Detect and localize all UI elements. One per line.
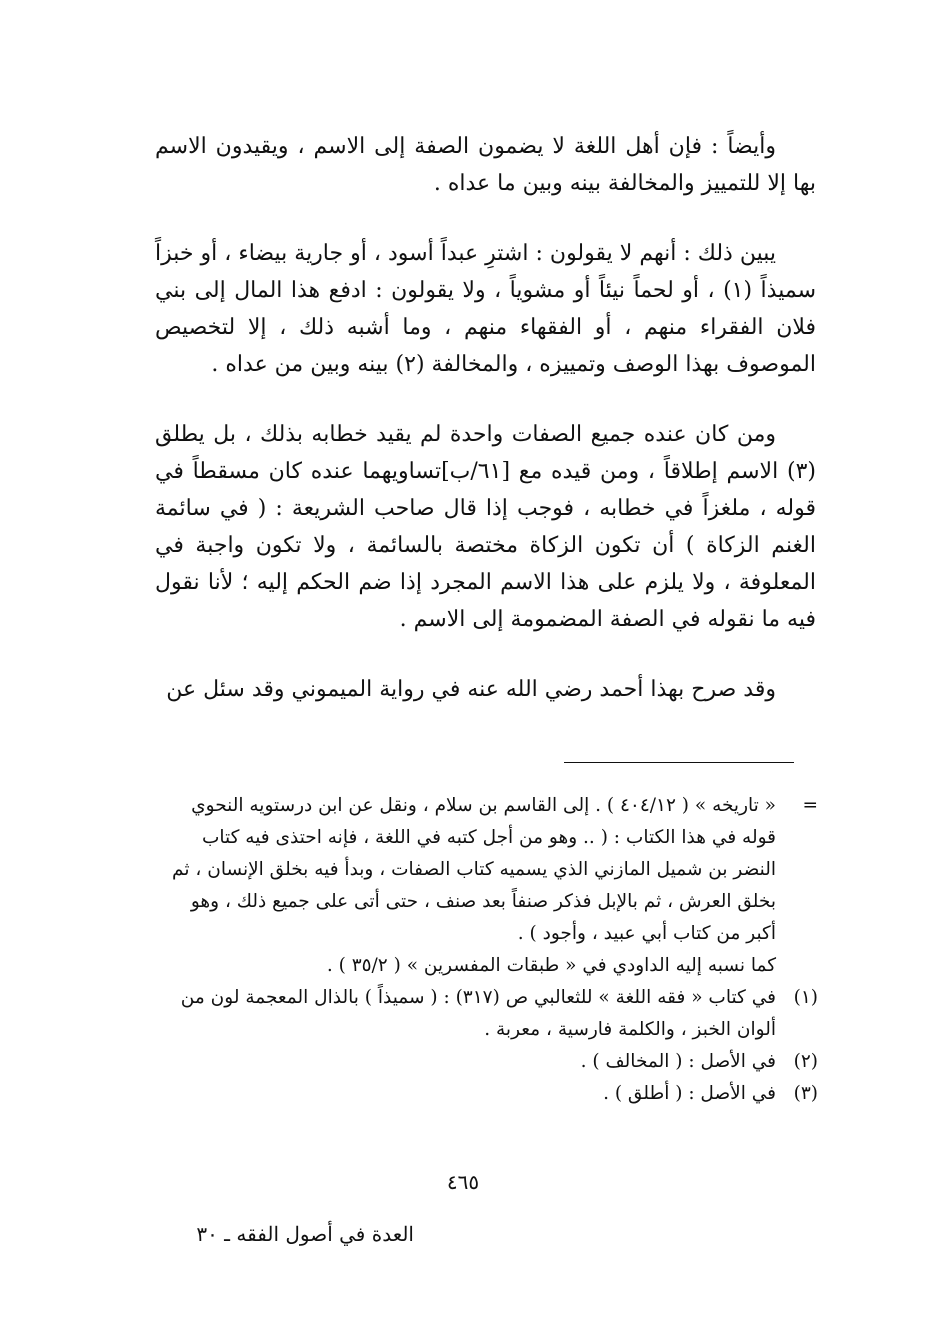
footnote-mark: (١) [793, 987, 818, 1008]
paragraph: وقد صرح بهذا أحمد رضي الله عنه في رواية الميموني وقد سئل عن [166, 677, 776, 702]
footnote-text [155, 982, 776, 1046]
footnote-2 [155, 1046, 818, 1078]
footnote-line: في الأصل : ( المخالف ) . [580, 1051, 776, 1072]
footnote-text [155, 790, 776, 982]
page-number: ٤٦٥ [446, 1170, 480, 1194]
footnote-separator [564, 762, 794, 763]
footnote-line: في كتاب « فقه اللغة » للثعالبي ص (٣١٧) : ( سميذاً ) بالذال المعجمة لون من [180, 987, 776, 1008]
footnote-text [155, 1046, 776, 1078]
footnote-line: بخلق العرش ، ثم بالإبل فذكر صنفاً بعد صنف ، حتى أتى على جميع ذلك ، وهو [190, 891, 776, 912]
footnotes [155, 790, 818, 1110]
footnote-line: أكبر من كتاب أبي عبيد ، وأجود ) . [517, 923, 776, 944]
footnote-3 [155, 1078, 818, 1110]
footnote-1 [155, 982, 818, 1046]
footnote-mark: = [802, 795, 818, 816]
footnote-line: النضر بن شميل المازني الذي يسميه كتاب الصفات ، وبدأ فيه بخلق الإنسان ، ثم [172, 859, 776, 880]
footnote-line: ألوان الخبز ، والكلمة فارسية ، معربة . [484, 1019, 776, 1040]
footnote-mark: (٢) [793, 1051, 818, 1072]
footnote-line: قوله في هذا الكتاب : ( .. وهو من أجل كتبه في اللغة ، فإنه احتذى فيه كتاب [201, 827, 776, 848]
main-text [155, 128, 816, 741]
paragraph: يبين ذلك : أنهم لا يقولون : اشترِ عبداً أسود ، أو جارية بيضاء ، أو خبزاً سميذاً (١) ، أو لحماً نيئاً أو مشوياً ، ولا يقولون : ادفع هذا المال إلى بني فلان الفقراء منهم ، أو الفقهاء منهم ، وما أشبه ذلك ، إلا لتخصيص الموصوف بهذا الوصف وتمييزه ، والمخالفة (٢) بينه وبين من عداه . [155, 241, 817, 377]
footnote-continuation [155, 790, 818, 982]
footnote-line: في الأصل : ( أطلق ) . [603, 1083, 776, 1104]
book-signature: العدة في أصول الفقه ـ ٣٠ [196, 1222, 414, 1246]
footnote-line: كما نسبه إليه الداودي في « طبقات المفسرين » ( ٣٥/٢ ) . [326, 955, 776, 976]
paragraph: ومن كان عنده جميع الصفات واحدة لم يقيد خطابه بذلك ، بل يطلق (٣) الاسم إطلاقاً ، ومن قيده مع [٦١/ب]تساويهما عنده كان مسقطاً في قوله ، ملغزاً في خطابه ، فوجب إذا قال صاحب الشريعة : ( في سائمة الغنم الزكاة ) أن تكون الزكاة مختصة بالسائمة ، ولا تكون واجبة في المعلوفة ، ولا يلزم على هذا الاسم المجرد إذا ضم الحكم إليه ؛ لأنا نقول فيه ما نقوله في الصفة المضمومة إلى الاسم . [155, 422, 816, 632]
footnote-mark: (٣) [793, 1083, 818, 1104]
footnote-text [155, 1078, 776, 1110]
footnote-line: « تاريخه » ( ٤٠٤/١٢ ) . إلى القاسم بن سلام ، ونقل عن ابن درستويه النحوي [191, 795, 776, 816]
paragraph: وأيضاً : فإن أهل اللغة لا يضمون الصفة إلى الاسم ، ويقيدون الاسم بها إلا للتمييز والمخالفة بينه وبين ما عداه . [155, 134, 816, 196]
